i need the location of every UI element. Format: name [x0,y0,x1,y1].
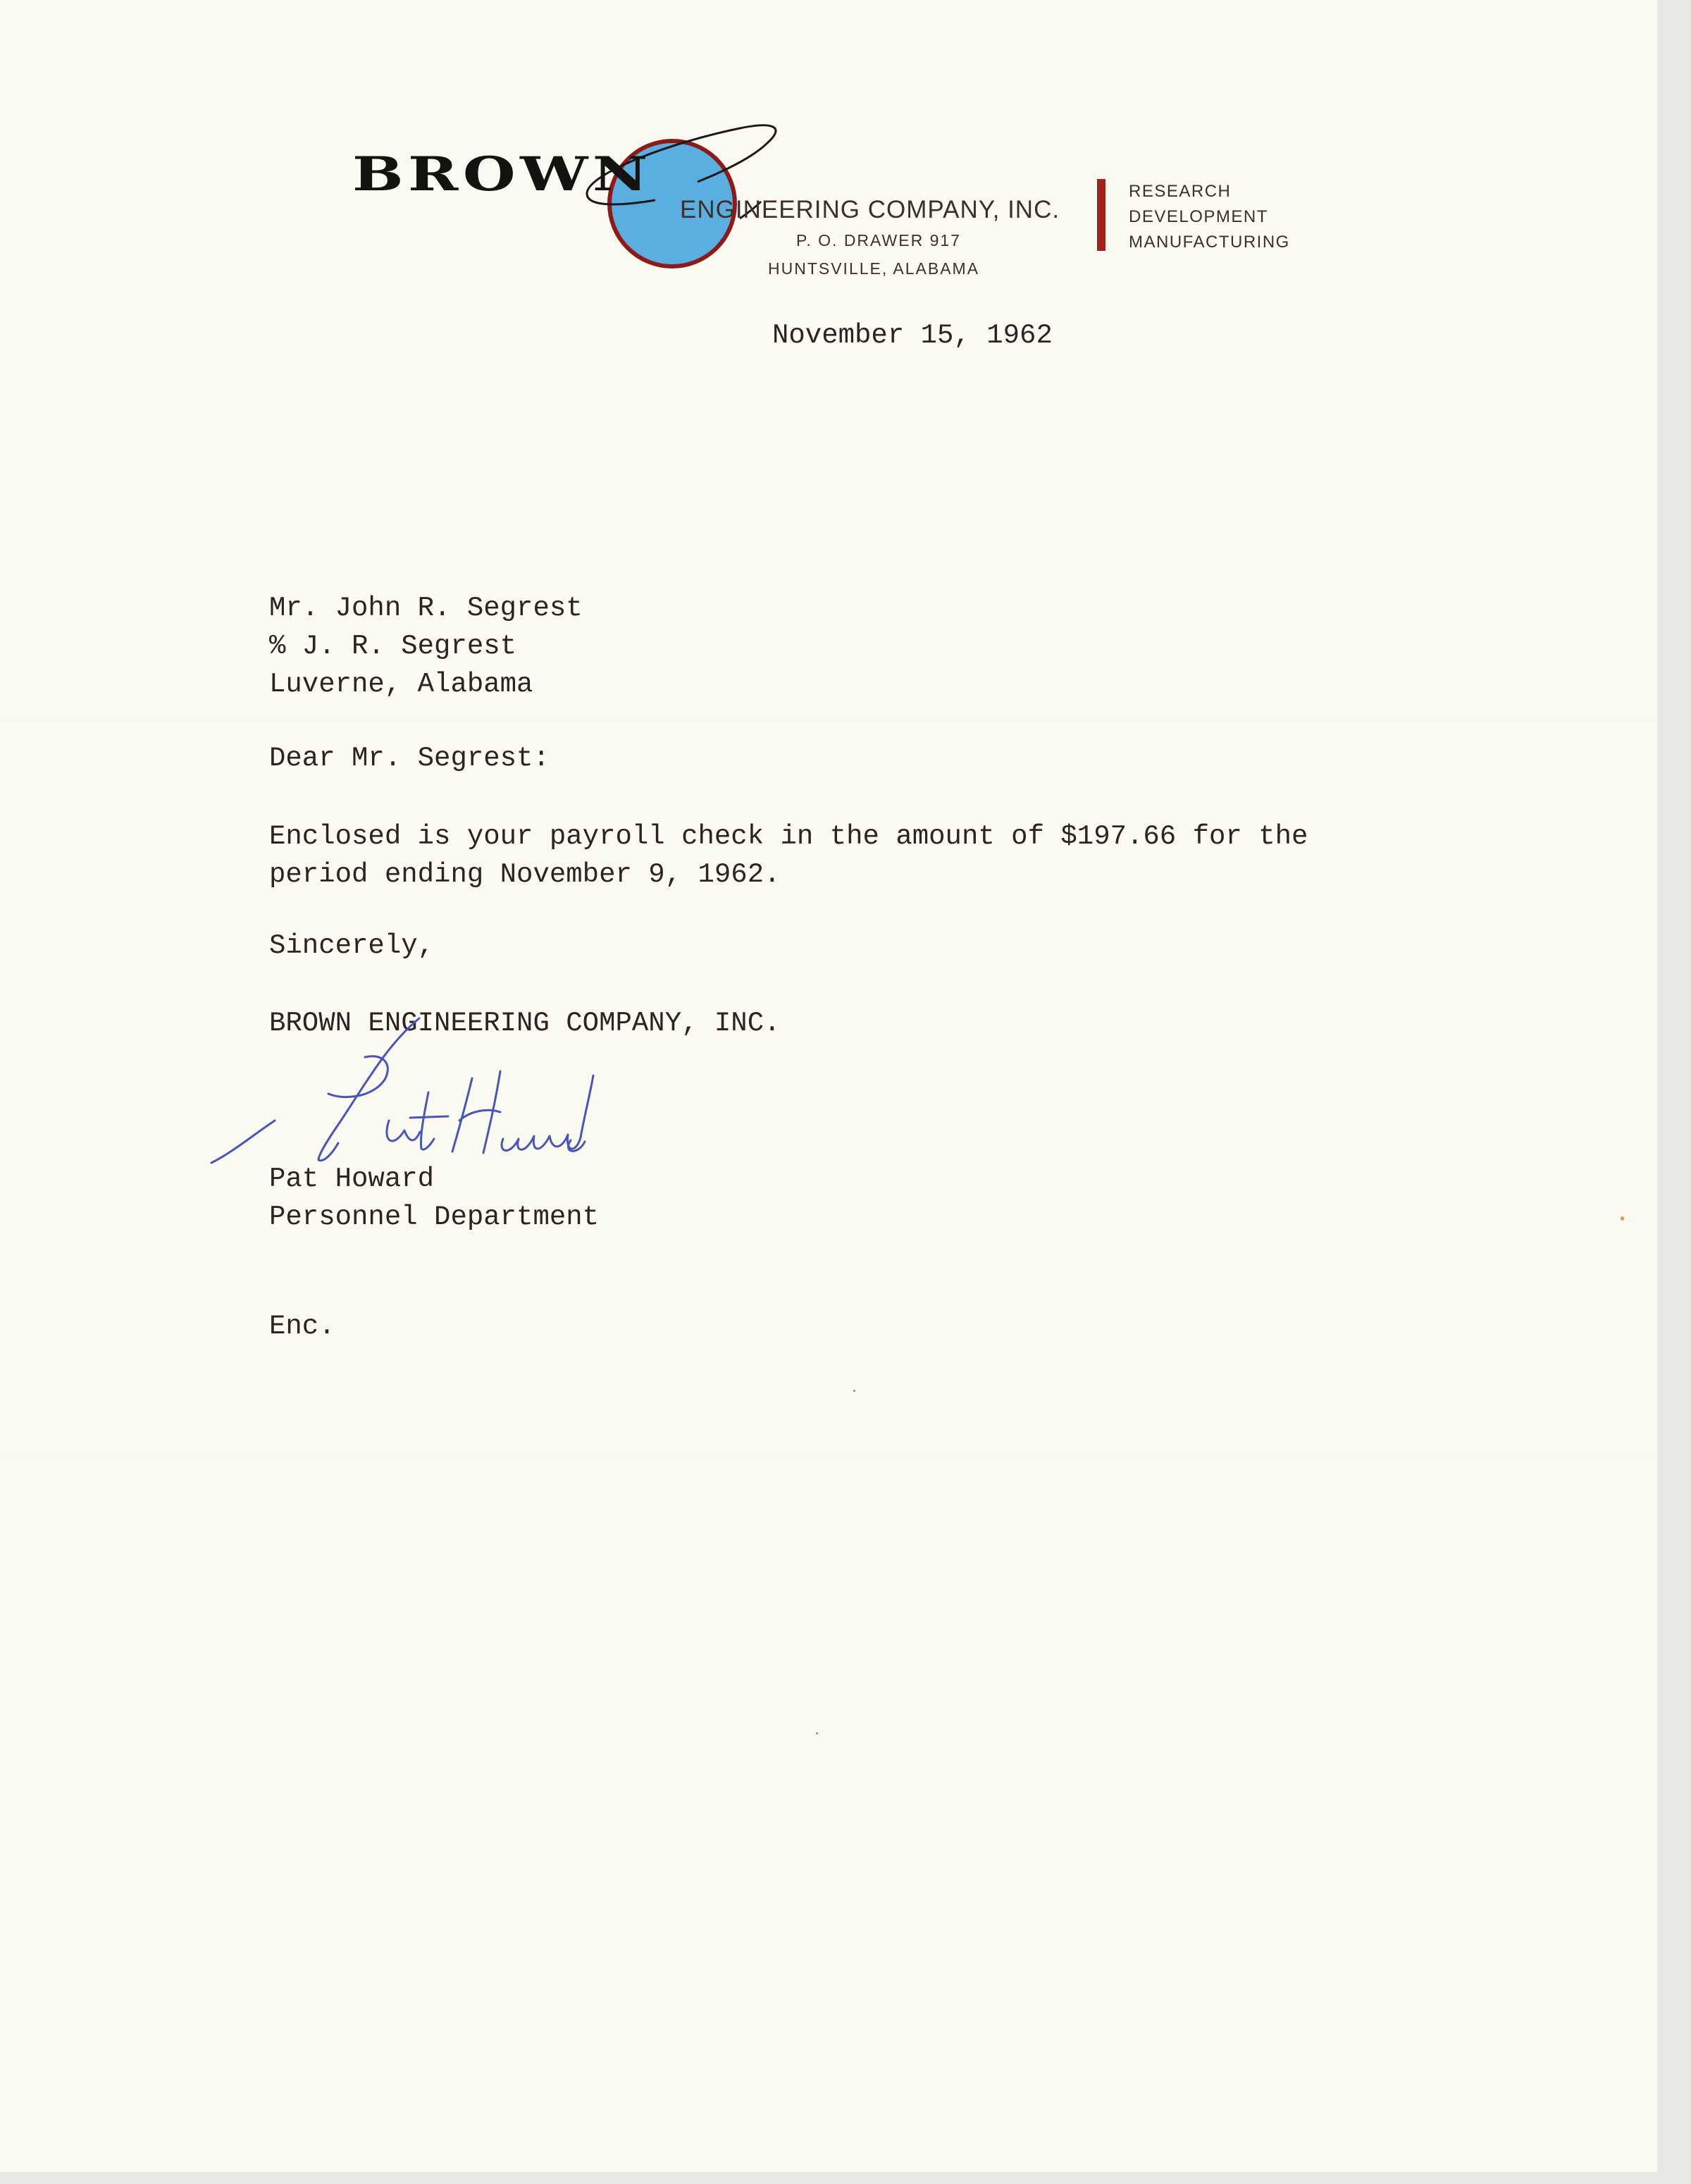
address-line: % J. R. Segrest [269,631,517,662]
company-logo [345,113,1060,296]
handwritten-signature [204,1015,641,1184]
company-name: ENGINEERING COMPANY, INC. [680,196,1060,223]
accent-bar [1097,179,1105,251]
paper-speck [816,1732,818,1734]
paper-speck [853,1390,855,1392]
enclosure-note: Enc. [269,1311,335,1342]
letter-date: November 15, 1962 [772,320,1053,351]
address-line: Mr. John R. Segrest [269,593,583,624]
paper-fold [0,1456,1657,1457]
body-line: period ending November 9, 1962. [269,859,781,890]
closing: Sincerely, [269,930,435,961]
company-city: HUNTSVILLE, ALABAMA [768,259,980,278]
services-list [1129,179,1290,255]
service-item: DEVELOPMENT [1129,207,1268,226]
po-box: P. O. DRAWER 917 [796,231,961,249]
body-line: Enclosed is your payroll check in the amount of $197.66 for the [269,821,1308,852]
signer-block [269,1160,599,1236]
paper-speck [1621,1216,1624,1221]
paper-fold [0,720,1657,722]
letter-body [269,818,1308,894]
service-item: MANUFACTURING [1129,233,1290,252]
service-item: RESEARCH [1129,182,1232,201]
signer-title: Personnel Department [269,1202,600,1233]
salutation: Dear Mr. Segrest: [269,743,550,774]
address-line: Luverne, Alabama [269,669,533,700]
recipient-address [269,589,583,703]
signer-name: Pat Howard [269,1164,435,1195]
company-line: BROWN ENGINEERING COMPANY, INC. [269,1008,781,1039]
brand-wordmark: BROWN [352,147,652,202]
